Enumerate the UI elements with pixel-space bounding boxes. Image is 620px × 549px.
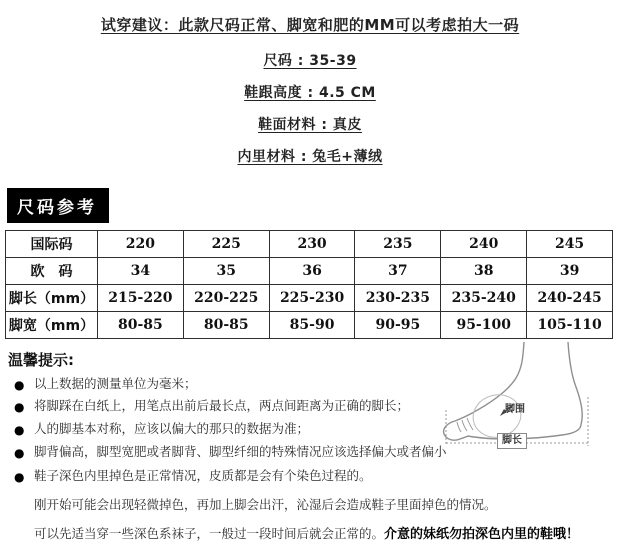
- bullet-icon: ●: [14, 445, 25, 460]
- tip-text: 可以先适当穿一些深色系袜子，一般过一段时间后就会正常的。: [34, 526, 385, 541]
- tip-text: 鞋子深色内里掉色是正常情况，皮质都是会有个染色过程的。: [34, 468, 372, 483]
- table-row-eu-size: [6, 258, 613, 285]
- tip-item: [14, 374, 197, 392]
- table-cell: 240: [441, 231, 527, 258]
- tip-item: [14, 442, 447, 460]
- table-cell: 39: [527, 258, 613, 285]
- tip-text: 人的脚基本对称，应该以偏大的那只的数据为准；: [34, 421, 310, 436]
- table-cell: 105-110: [527, 312, 613, 339]
- table-cell: 230-235: [355, 285, 441, 312]
- tip-text: 脚背偏高，脚型宽肥或者脚背、脚型纤细的特殊情况应该选择偏大或者偏小: [34, 444, 447, 459]
- table-cell: 225-230: [269, 285, 355, 312]
- toe-detail-line: [462, 420, 467, 431]
- table-cell: 215-220: [98, 285, 184, 312]
- lining-material-line: 内里材料 : 兔毛+薄绒: [237, 149, 383, 165]
- tip-text-bold: 介意的妹纸勿拍深色内里的鞋哦！: [384, 527, 580, 542]
- row-header: 欧 码: [6, 258, 98, 285]
- table-cell: 220: [98, 231, 184, 258]
- heel-height-line: 鞋跟高度 : 4.5 CM: [244, 85, 376, 101]
- tip-continuation: [34, 523, 579, 542]
- table-cell: 35: [183, 258, 269, 285]
- size-range-line: 尺码 : 35-39: [263, 53, 357, 69]
- tip-item: [14, 396, 409, 414]
- table-row-intl-code: [6, 231, 613, 258]
- size-reference-table: [5, 230, 613, 339]
- tip-text: 以上数据的测量单位为毫米；: [34, 376, 197, 391]
- table-cell: 240-245: [527, 285, 613, 312]
- toe-detail-line: [467, 418, 473, 430]
- table-cell: 225: [183, 231, 269, 258]
- table-cell: 85-90: [269, 312, 355, 339]
- toe-detail-line: [457, 422, 461, 432]
- row-header: 国际码: [6, 231, 98, 258]
- big-toe-path: [444, 421, 468, 440]
- table-cell: 235-240: [441, 285, 527, 312]
- table-cell: 80-85: [98, 312, 184, 339]
- bullet-icon: ●: [14, 399, 25, 414]
- row-header: 脚长（mm）: [6, 285, 98, 312]
- fit-advice-line: 试穿建议：此款尺码正常、脚宽和肥的MM可以考虑拍大一码: [100, 16, 520, 34]
- tips-heading: 温馨提示:: [8, 351, 74, 369]
- tip-item: [14, 419, 309, 437]
- upper-material-line: 鞋面材料 : 真皮: [258, 117, 362, 133]
- bullet-icon: ●: [14, 422, 25, 437]
- tip-continuation: 刚开始可能会出现轻微掉色，再加上脚会出汗，沁湿后会造成鞋子里面掉色的情况。: [34, 497, 497, 512]
- table-row-foot-width: [6, 312, 613, 339]
- foot-girth-label: 脚围: [505, 404, 525, 415]
- table-cell: 34: [98, 258, 184, 285]
- table-cell: 95-100: [441, 312, 527, 339]
- table-cell: 36: [269, 258, 355, 285]
- table-row-foot-length: [6, 285, 613, 312]
- tip-item: [14, 466, 372, 484]
- bullet-icon: ●: [14, 469, 25, 484]
- size-reference-badge: 尺码参考: [7, 188, 109, 223]
- table-cell: 230: [269, 231, 355, 258]
- row-header: 脚宽（mm）: [6, 312, 98, 339]
- foot-length-label: 脚长: [497, 433, 527, 449]
- heel-path: [568, 342, 582, 429]
- tip-text: 将脚踩在白纸上，用笔点出前后最长点，两点间距离为正确的脚长；: [34, 398, 410, 413]
- table-cell: 235: [355, 231, 441, 258]
- bullet-icon: ●: [14, 377, 25, 392]
- table-cell: 38: [441, 258, 527, 285]
- table-cell: 90-95: [355, 312, 441, 339]
- table-cell: 37: [355, 258, 441, 285]
- table-cell: 220-225: [183, 285, 269, 312]
- table-cell: 80-85: [183, 312, 269, 339]
- table-cell: 245: [527, 231, 613, 258]
